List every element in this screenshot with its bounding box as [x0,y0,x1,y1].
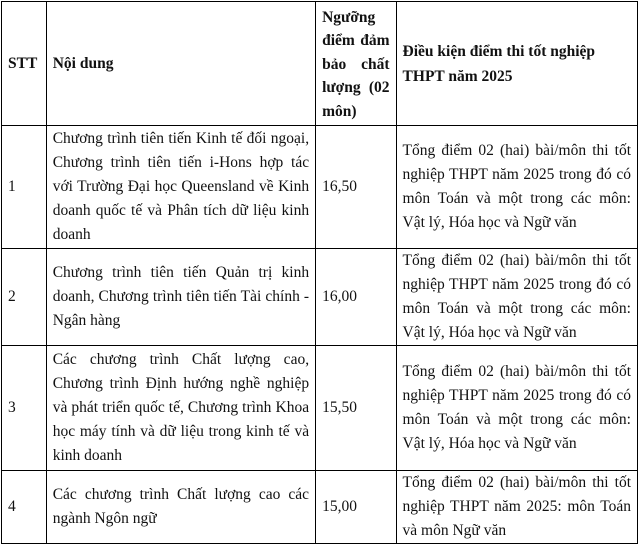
row-content: Các chương trình Chất lượng cao, Chương trình Định hướng nghề nghiệp và phát triển quốc tế, Chương trình Khoa học máy tính và dữ liệu trong kinh tế và kinh doanh [46,346,315,471]
header-condition: Điều kiện điểm thi tốt nghiệp THPT năm 2025 [396,2,637,126]
row-threshold: 16,00 [316,249,396,346]
row-condition: Tổng điểm 02 (hai) bài/môn thi tốt nghiệp THPT năm 2025 trong đó có môn Toán và một trong các môn: Vật lý, Hóa học và Ngữ văn [396,126,637,249]
row-content: Chương trình tiên tiến Kinh tế đối ngoại, Chương trình tiên tiến i-Hons hợp tác với Trường Đại học Queensland về Kinh doanh quốc tế và Phân tích dữ liệu kinh doanh [46,126,315,249]
admission-threshold-table [1,1,638,544]
table-row [2,126,638,249]
row-stt: 4 [2,471,47,544]
row-condition: Tổng điểm 02 (hai) bài/môn thi tốt nghiệp THPT năm 2025 trong đó có môn Toán và một trong các môn: Vật lý, Hóa học và Ngữ văn [396,346,637,471]
header-row [2,2,638,126]
table-row [2,471,638,544]
row-condition: Tổng điểm 02 (hai) bài/môn thi tốt nghiệp THPT năm 2025 trong đó có môn Toán và một trong các môn: Vật lý, Hóa học và Ngữ văn [396,249,637,346]
row-stt: 1 [2,126,47,249]
table-row [2,249,638,346]
row-threshold: 15,50 [316,346,396,471]
header-threshold: Ngưỡng điểm đảm bảo chất lượng (02 môn) [316,2,396,126]
row-stt: 3 [2,346,47,471]
row-stt: 2 [2,249,47,346]
row-condition: Tổng điểm 02 (hai) bài/môn thi tốt nghiệp THPT năm 2025: môn Toán và môn Ngữ văn [396,471,637,544]
row-content: Các chương trình Chất lượng cao các ngành Ngôn ngữ [46,471,315,544]
row-content: Chương trình tiên tiến Quản trị kinh doanh, Chương trình tiên tiến Tài chính - Ngân hàng [46,249,315,346]
row-threshold: 16,50 [316,126,396,249]
table-row [2,346,638,471]
header-content: Nội dung [46,2,315,126]
row-threshold: 15,00 [316,471,396,544]
header-stt: STT [2,2,47,126]
